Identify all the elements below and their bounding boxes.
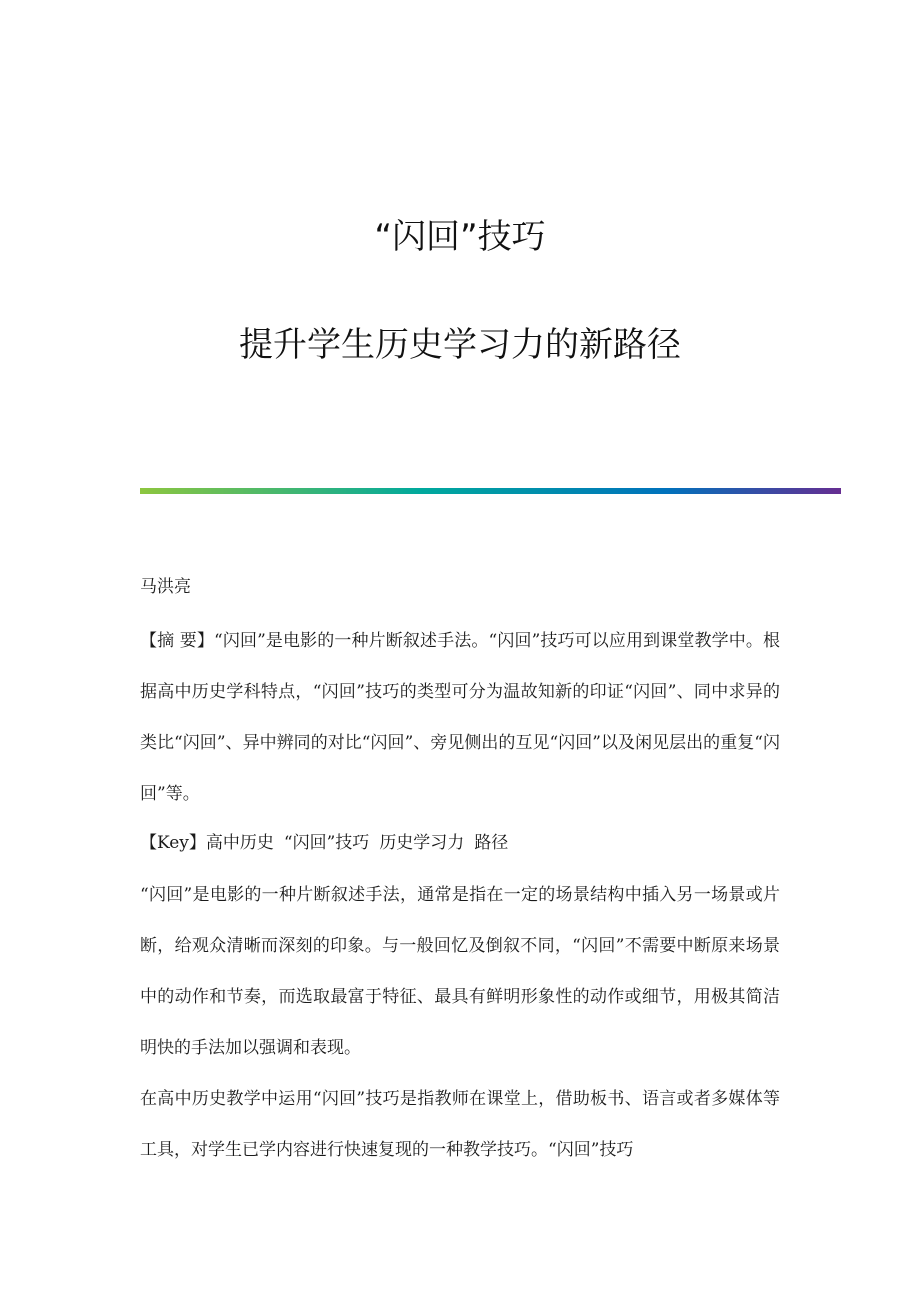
- abstract-paragraph: [140, 616, 780, 820]
- paragraph-text: “闪回”是电影的一种片断叙述手法，通常是指在一定的场景结构中插入另一场景或片断，给观众清晰而深刻的印象。与一般回忆及倒叙不同，“闪回”不需要中断原来场景中的动作和节奏，而选取最富于特征、最具有鲜明形象性的动作或细节，用极其简洁明快的手法加以强调和表现。: [140, 885, 780, 1058]
- body-paragraph-2: [140, 1074, 780, 1176]
- paragraph-text: 在高中历史教学中运用“闪回”技巧是指教师在课堂上，借助板书、语言或者多媒体等工具，对学生已学内容进行快速复现的一种教学技巧。“闪回”技巧: [140, 1089, 780, 1160]
- gradient-divider: [140, 488, 841, 494]
- divider-bar: [140, 488, 841, 494]
- abstract-text: “闪回”是电影的一种片断叙述手法。“闪回”技巧可以应用到课堂教学中。根据高中历史学科特点，“闪回”技巧的类型可分为温故知新的印证“闪回”、同中求异的类比“闪回”、异中辨同的对比“闪回”、旁见侧出的互见“闪回”以及闲见层出的重复“闪回”等。: [140, 631, 781, 804]
- keywords-block: [140, 818, 780, 869]
- body-paragraph-1: [140, 870, 780, 1074]
- abstract-block: [140, 616, 780, 820]
- title-line-1: “闪回”技巧: [374, 217, 546, 257]
- keywords-label: 【Key】: [140, 833, 206, 853]
- keyword-item: 高中历史: [205, 833, 274, 853]
- keyword-item: “闪回”技巧: [283, 833, 370, 853]
- title-line-2: 提升学生历史学习力的新路径: [239, 325, 681, 365]
- keyword-item: 路径: [474, 833, 509, 853]
- abstract-label: 【摘 要】: [140, 631, 215, 651]
- keyword-item: 历史学习力: [379, 833, 465, 853]
- author-name: 马洪亮: [140, 577, 191, 597]
